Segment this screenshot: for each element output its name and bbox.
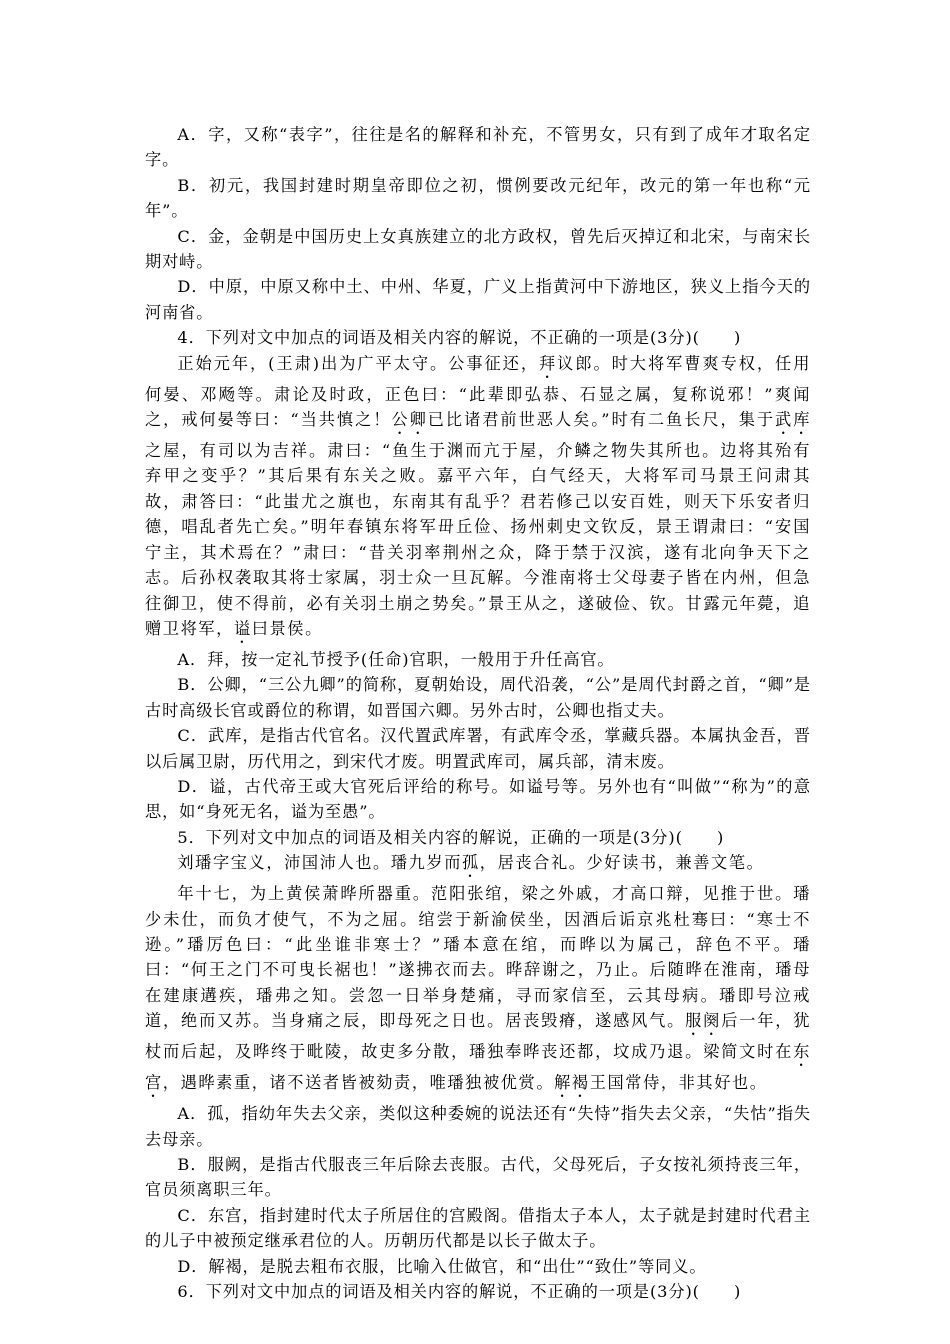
q3-option-c: C．金，金朝是中国历史上女真族建立的北方政权，曾先后灭掉辽和北宋，与南宋长期对峙。: [145, 226, 811, 272]
q5-passage-text: ，居丧合礼。少好读书，兼善文笔。: [479, 853, 765, 873]
q5-passage-text: 年十七，为上黄侯萧晔所器重。范阳张绾，梁之外戚，才高口辩，见推于世。璠少未仕，而负才使气，不为之屈。绾尝于新渝侯坐，因酒后诟京兆杜骞曰：“寒士不逊。”璠厉色曰：“此坐谁非寒士？”璠本意在绾，而晔以为属己，辞色不平。璠曰：“何王之门不可曳长裾也！”遂拂衣而去。晔辞谢之，乃止。后随晔在淮南，璠母在建康遘疾，璠弗之知。尝忽一日举身楚痛，寻而家信至，云其母病。璠即号泣戒道，绝而又苏。当身痛之辰，即母死之日也。居丧毁瘠，遂感风气。: [145, 884, 811, 1031]
q4-option-b: B．公卿，“三公九卿”的简称，夏朝始设，周代沿袭，“公”是周代封爵之首，“卿”是古时高级长官或爵位的称谓，如晋国六卿。另外古时，公卿也指丈夫。: [145, 675, 811, 720]
q6-stem: 6．下列对文中加点的词语及相关内容的解说，不正确的一项是(3分)( ): [177, 1282, 742, 1302]
q5-passage-2: [145, 881, 811, 1101]
q5-option-c: C．东宫，指封建时代太子所居住的宫殿阁。借指太子本人，太子就是封建时代君主的儿子中被预定继承君位的人。历朝历代都是以长子做太子。: [145, 1205, 811, 1251]
dotted-word-gongqing: 公卿: [391, 410, 428, 430]
q4-option-d: D．谥，古代帝王或大官死后评给的称号。如谥号等。另外也有“叫做”“称为”的意思，如“身死无名，谥为至愚”。: [145, 776, 811, 822]
q4-passage-text: 已比诸君前世恶人矣。”时有二鱼长尺，集于: [427, 410, 776, 430]
dotted-word-shi: 谥: [233, 618, 252, 638]
q5-option-d: D．解褐，是脱去粗布衣服，比喻入仕做官，和“出仕”“致仕”等同义。: [177, 1256, 707, 1276]
dotted-word-jiehe: 解褐: [554, 1073, 590, 1093]
q5-passage-1: [145, 850, 811, 881]
q3-option-d: D．中原，中原又称中土、中州、华夏，广义上指黄河中下游地区，狭义上指今天的河南省。: [145, 277, 811, 322]
q4-passage-text: 议郎。时大将军曹爽专权，任用何晏、邓飏等。肃论及时政，正色曰：“此辈即弘恭、石显之属，复称说邪！”爽闻之，戒何晏等曰：“当共慎之！: [145, 353, 812, 430]
document-body: [145, 122, 811, 1304]
dotted-word-gu: 孤: [462, 853, 480, 873]
dotted-word-wuku: 武库: [775, 410, 811, 430]
dotted-word-donggong: 东宫: [145, 1042, 811, 1093]
q5-passage-text: ，遇晔素重，诸不送者皆被劾责，唯璠独被优赏。: [162, 1073, 555, 1093]
dotted-word-fuque: 服阕: [685, 1011, 722, 1031]
q5-passage-text: 王国常侍，非其好也。: [589, 1073, 768, 1093]
q4-stem: 4．下列对文中加点的词语及相关内容的解说，不正确的一项是(3分)( ): [177, 328, 742, 348]
q5-stem: 5．下列对文中加点的词语及相关内容的解说，正确的一项是(3分)( ): [177, 827, 725, 847]
q4-passage-text: 之屋，有司以为吉祥。肃曰：“鱼生于渊而亢于屋，介鳞之物失其所也。边将其殆有弃甲之变乎？”其后果有东关之败。嘉平六年，白气经天，大将军司马景王问肃其故，肃答曰：“此蚩尤之旗也，东南其有乱乎？君若修己以安百姓，则天下乐安者归德，唱乱者先亡矣。”明年春镇东将军毌丘俭、扬州刺史文钦反，景王谓肃曰：“安国宁主，其术焉在？”肃曰：“昔关羽率荆州之众，降于禁于汉滨，遂有北向争天下之志。后孙权袭取其将士家属，羽士众一旦瓦解。今淮南将士父母妻子皆在内州，但急往御卫，使不得前，必有关羽土崩之势矣。”景王从之，遂破俭、钦。甘露元年薨，追赠卫将军，: [145, 441, 811, 638]
dotted-word-bai: 拜: [538, 353, 558, 373]
q5-option-a: A．孤，指幼年失去父亲，类似这种委婉的说法还有“失恃”指失去父亲，“失怙”指失去母亲。: [145, 1104, 811, 1149]
q5-passage-text: 后一年，犹杖而后起，及晔终于毗陵，故吏多分散，璠独奉晔丧还都，坟成乃退。梁简文时在: [145, 1011, 811, 1062]
q4-option-a: A．拜，按一定礼节授予(任命)官职，一般用于升任高官。: [177, 649, 615, 669]
q5-option-b: B．服阙，是指古代服丧三年后除去丧服。古代，父母死后，子女按礼须持丧三年，官员须离职三年。: [145, 1155, 811, 1200]
q4-passage: [145, 351, 811, 647]
q5-passage-text: 刘璠字宝义，沛国沛人也。璠九岁而: [177, 853, 462, 873]
q4-option-c: C．武库，是指古代官名。汉代置武库署，有武库令丞，掌藏兵器。本属执金吾，晋以后属卫尉，历代用之，到宋代才废。明置武库司，属兵部，清末废。: [145, 726, 811, 771]
q3-option-b: B．初元，我国封建时期皇帝即位之初，惯例要改元纪年，改元的第一年也称“元年”。: [145, 175, 811, 221]
q4-passage-text: 正始元年，(王肃)出为广平太守。公事征还，: [177, 353, 539, 373]
q4-passage-text: 曰景侯。: [251, 618, 323, 638]
q3-option-a: A．字，又称“表字”，往往是名的解释和补充，不管男女，只有到了成年才取名定字。: [145, 125, 811, 170]
